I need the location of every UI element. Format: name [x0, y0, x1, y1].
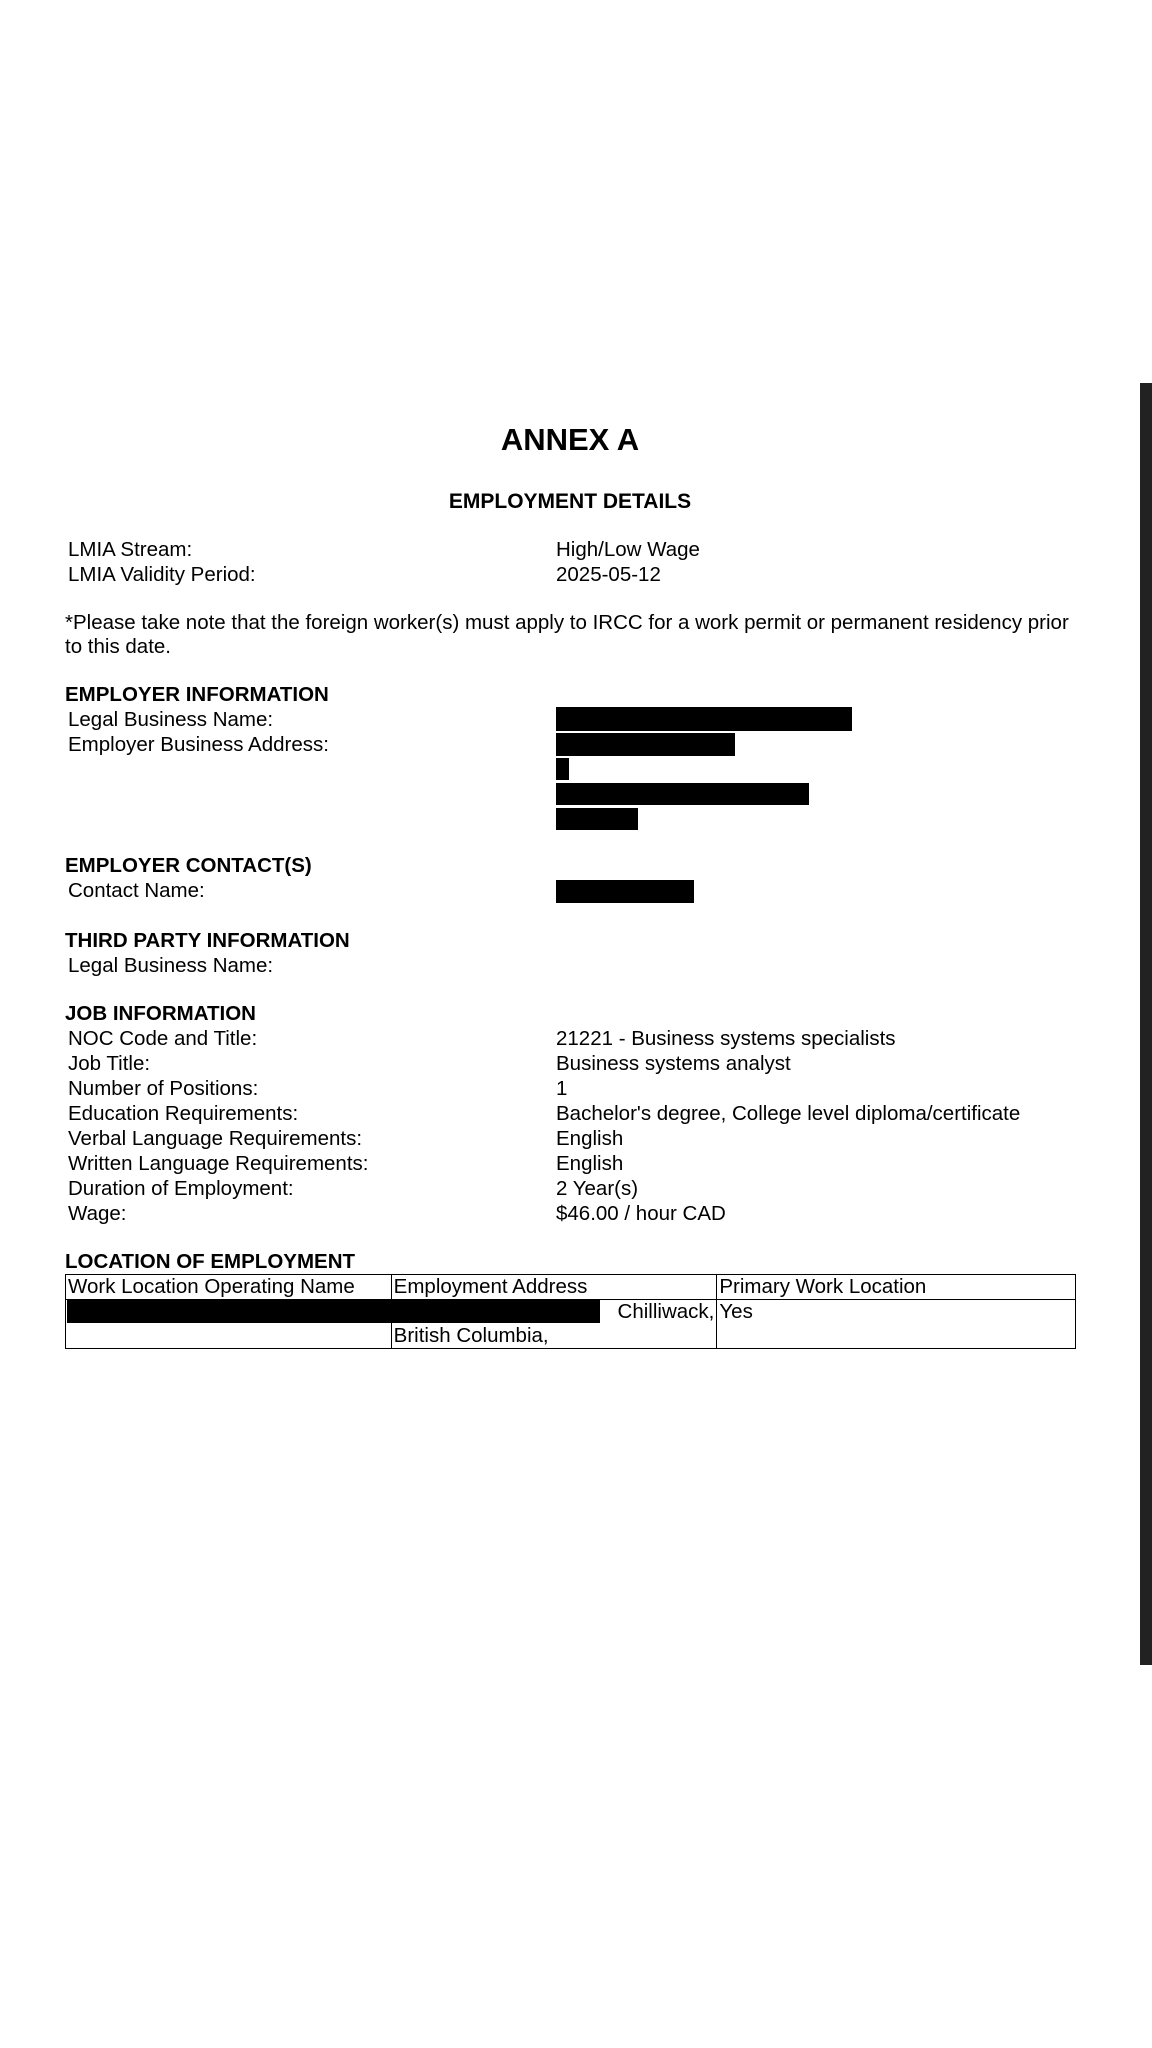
education-label: Education Requirements:: [68, 1102, 299, 1125]
address-city: Chilliwack,: [617, 1300, 715, 1323]
document-title: ANNEX A: [500, 422, 640, 457]
document-subtitle: EMPLOYMENT DETAILS: [448, 490, 692, 513]
written-language-label: Written Language Requirements:: [68, 1152, 369, 1175]
written-language-value: English: [556, 1152, 624, 1175]
work-permit-note: *Please take note that the foreign worker(s) must apply to IRCC for a work permit or permanent residency prior to this date.: [65, 611, 1069, 658]
column-header-operating-name: Work Location Operating Name: [66, 1275, 392, 1300]
redacted-address-line-4: [556, 808, 638, 830]
employer-info-heading: EMPLOYER INFORMATION: [65, 683, 329, 706]
redacted-work-location: [67, 1300, 600, 1323]
redacted-address-line-2: [556, 758, 569, 780]
column-header-employment-address: Employment Address: [391, 1275, 717, 1300]
lmia-validity-value: 2025-05-12: [556, 563, 661, 586]
verbal-language-label: Verbal Language Requirements:: [68, 1127, 363, 1150]
location-heading: LOCATION OF EMPLOYMENT: [65, 1250, 356, 1273]
wage-label: Wage:: [68, 1202, 127, 1225]
wage-value: $46.00 / hour CAD: [556, 1202, 726, 1225]
verbal-language-value: English: [556, 1127, 624, 1150]
positions-label: Number of Positions:: [68, 1077, 259, 1100]
column-header-primary-location: Primary Work Location: [717, 1275, 1076, 1300]
lmia-validity-label: LMIA Validity Period:: [68, 563, 256, 586]
duration-value: 2 Year(s): [556, 1177, 639, 1200]
lmia-stream-value: High/Low Wage: [556, 538, 700, 561]
redacted-address-line-3: [556, 783, 809, 805]
job-info-heading: JOB INFORMATION: [65, 1002, 256, 1025]
employer-address-label: Employer Business Address:: [68, 733, 329, 756]
contact-name-label: Contact Name:: [68, 879, 205, 902]
primary-location-cell: Yes: [717, 1300, 1076, 1349]
duration-label: Duration of Employment:: [68, 1177, 294, 1200]
job-title-value: Business systems analyst: [556, 1052, 791, 1075]
page-edge-bar: [1140, 383, 1152, 1665]
employer-legal-name-label: Legal Business Name:: [68, 708, 274, 731]
redacted-legal-name: [556, 707, 852, 731]
noc-label: NOC Code and Title:: [68, 1027, 258, 1050]
third-party-legal-name-label: Legal Business Name:: [68, 954, 274, 977]
location-table-header-row: [66, 1275, 1076, 1300]
positions-value: 1: [556, 1077, 568, 1100]
third-party-heading: THIRD PARTY INFORMATION: [65, 929, 350, 952]
redacted-address-line-1: [556, 733, 735, 756]
address-province: British Columbia,: [393, 1324, 549, 1347]
redacted-contact-name: [556, 880, 694, 903]
education-value: Bachelor's degree, College level diploma/certificate: [556, 1102, 1021, 1125]
lmia-stream-label: LMIA Stream:: [68, 538, 193, 561]
job-title-label: Job Title:: [68, 1052, 151, 1075]
employer-contact-heading: EMPLOYER CONTACT(S): [65, 854, 312, 877]
noc-value: 21221 - Business systems specialists: [556, 1027, 896, 1050]
